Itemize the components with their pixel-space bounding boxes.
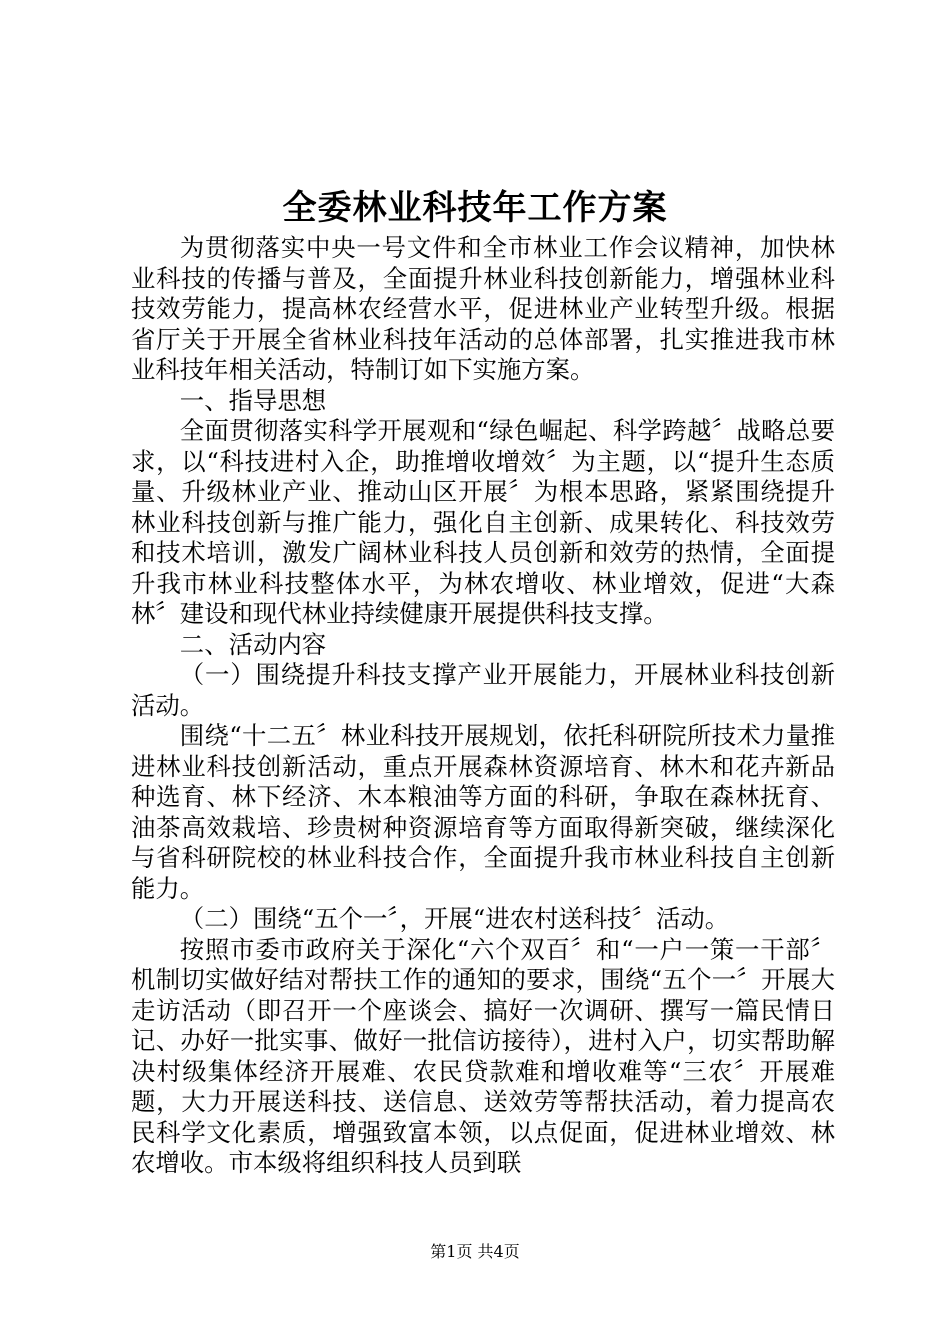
subheading-innovation: （一）围绕提升科技支撑产业开展能力，开展林业科技创新活动。 [131, 660, 835, 720]
page-footer: 第1页 共4页 [430, 1242, 520, 1261]
document-body [131, 233, 835, 1179]
subheading-rural-tech: （二）围绕“五个一〞，开展“进农村送科技〞活动。 [179, 904, 730, 933]
document-title: 全委林业科技年工作方案 [282, 188, 668, 228]
paragraph-guiding-ideology: 全面贯彻落实科学开展观和“绿色崛起、科学跨越〞战略总要求，以“科技进村入企，助推增收增效〞为主题，以“提升生态质量、升级林业产业、推动山区开展〞为根本思路，紧紧围绕提升林业科技创新与推广能力，强化自主创新、成果转化、科技效劳和技术培训，激发广阔林业科技人员创新和效劳的热情，全面提升我市林业科技整体水平，为林农增收、林业增效，促进“大森林〞建设和现代林业持续健康开展提供科技支撑。 [131, 416, 835, 628]
heading-activity-content: 二、活动内容 [179, 629, 327, 659]
paragraph-intro: 为贯彻落实中央一号文件和全市林业工作会议精神，加快林业科技的传播与普及，全面提升林业科技创新能力，增强林业科技效劳能力，提高林农经营水平，促进林业产业转型升级。根据省厅关于开展全省林业科技年活动的总体部署，扎实推进我市林业科技年相关活动，特制订如下实施方案。 [131, 233, 835, 384]
paragraph-rural-tech: 按照市委市政府关于深化“六个双百〞和“一户一策一干部〞机制切实做好结对帮扶工作的通知的要求，围绕“五个一〞开展大走访活动（即召开一个座谈会、搞好一次调研、撰写一篇民情日记、办好一批实事、做好一批信访接待），进村入户，切实帮助解决村级集体经济开展难、农民贷款难和增收难等“三农〞开展难题，大力开展送科技、送信息、送效劳等帮扶活动，着力提高农民科学文化素质，增强致富本领，以点促面，促进林业增效、林农增收。市本级将组织科技人员到联 [131, 934, 835, 1177]
paragraph-innovation: 围绕“十二五〞林业科技开展规划，依托科研院所技术力量推进林业科技创新活动，重点开展森林资源培育、林木和花卉新品种选育、林下经济、木本粮油等方面的科研，争取在森林抚育、油茶高效栽培、珍贵树种资源培育等方面取得新突破，继续深化与省科研院校的林业科技合作，全面提升我市林业科技自主创新能力。 [131, 721, 835, 903]
heading-guiding-ideology: 一、指导思想 [179, 385, 327, 415]
